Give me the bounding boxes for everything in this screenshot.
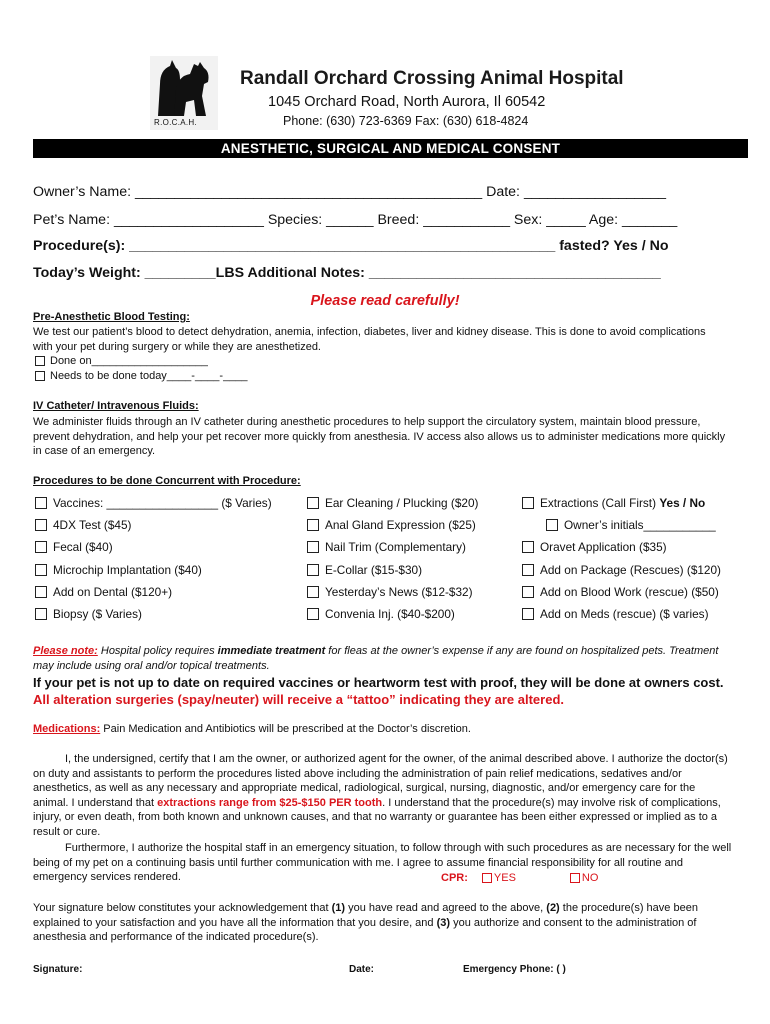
cpr-options bbox=[441, 871, 598, 886]
checkbox[interactable] bbox=[35, 497, 47, 509]
pet-info-field[interactable]: Pet’s Name: ___________________ Species: ______ Breed: ___________ Sex: _____ Age: _______ bbox=[33, 212, 678, 228]
emergency-phone-field[interactable]: Emergency Phone: ( ) bbox=[463, 964, 566, 975]
proc-label: Biopsy ($ Varies) bbox=[53, 607, 142, 621]
proc-label: Anal Gland Expression ($25) bbox=[325, 518, 476, 532]
ack-d: you authorize and consent to the administration of anesthesia and performance of the indicated procedure(s). bbox=[33, 916, 697, 944]
ack-n2: (2) bbox=[546, 902, 560, 914]
checkbox[interactable] bbox=[35, 541, 47, 553]
proc-dental[interactable] bbox=[35, 585, 172, 599]
iv-catheter-title: IV Catheter/ Intravenous Fluids: bbox=[33, 400, 199, 412]
proc-vaccines[interactable] bbox=[35, 496, 272, 510]
proc-oravet[interactable] bbox=[522, 540, 667, 554]
owners-initials[interactable] bbox=[546, 518, 716, 532]
medications-note bbox=[33, 722, 733, 737]
proc-label: Add on Package (Rescues) ($120) bbox=[540, 563, 721, 577]
form-title: ANESTHETIC, SURGICAL AND MEDICAL CONSENT bbox=[33, 139, 748, 158]
blood-needs-checkbox[interactable] bbox=[35, 371, 45, 381]
consent-p2: Furthermore, I authorize the hospital staff in an emergency situation, to follow through with such procedures as are necessary for the well being of my pet on a continuing basis until further communication with me. I agree to assume financial responsibility for all routine and emergency services rendered. bbox=[33, 842, 732, 884]
cpr-no-label: NO bbox=[581, 872, 599, 884]
medications-text: Pain Medication and Antibiotics will be prescribed at the Doctor’s discretion. bbox=[100, 723, 471, 735]
proc-microchip[interactable] bbox=[35, 563, 202, 577]
hospital-phone-fax: Phone: (630) 723-6369 Fax: (630) 618-4824 bbox=[283, 114, 529, 128]
flea-note-bold: immediate treatment bbox=[217, 645, 326, 657]
blood-done-label: Done on___________________ bbox=[50, 355, 208, 367]
proc-4dx-test[interactable] bbox=[35, 518, 131, 532]
checkbox[interactable] bbox=[307, 497, 319, 509]
checkbox[interactable] bbox=[35, 564, 47, 576]
checkbox[interactable] bbox=[522, 564, 534, 576]
blood-testing-title: Pre-Anesthetic Blood Testing: bbox=[33, 311, 190, 323]
weight-notes-field[interactable]: Today’s Weight: _________LBS Additional Notes: _____________________________________ bbox=[33, 265, 661, 281]
proc-label: Add on Dental ($120+) bbox=[53, 585, 173, 599]
proc-add-on-meds[interactable] bbox=[522, 607, 709, 621]
proc-label: E-Collar ($15-$30) bbox=[325, 563, 423, 577]
proc-nail-trim[interactable] bbox=[307, 540, 466, 554]
proc-extractions[interactable] bbox=[522, 496, 705, 510]
proc-label: Oravet Application ($35) bbox=[540, 540, 667, 554]
consent-paragraph-2 bbox=[33, 841, 733, 885]
logo-text: R.O.C.A.H. bbox=[154, 118, 198, 127]
consent-paragraph-1 bbox=[33, 752, 733, 840]
checkbox[interactable] bbox=[522, 608, 534, 620]
blood-needs-option[interactable] bbox=[35, 370, 248, 382]
checkbox[interactable] bbox=[307, 541, 319, 553]
signature-field[interactable]: Signature: bbox=[33, 964, 83, 975]
proc-label: Yesterday’s News ($12-$32) bbox=[325, 585, 473, 599]
cpr-no-checkbox[interactable] bbox=[570, 873, 580, 883]
checkbox[interactable] bbox=[546, 519, 558, 531]
ack-n1: (1) bbox=[331, 902, 346, 914]
cpr-yes-checkbox[interactable] bbox=[482, 873, 492, 883]
proc-convenia[interactable] bbox=[307, 607, 455, 621]
owners-initials-label: Owner’s initials___________ bbox=[564, 518, 716, 532]
acknowledgement-text bbox=[33, 901, 738, 945]
ack-b: you have read and agreed to the above, bbox=[345, 902, 547, 914]
flea-note-b: for fleas at the owner’s expense if any are found on hospitalized pets. Treatment may include using oral and/or topical treatments. bbox=[33, 645, 719, 672]
read-carefully-notice: Please read carefully! bbox=[310, 293, 460, 309]
extractions-price: extractions range from $25-$150 PER tooth bbox=[157, 796, 383, 809]
proc-label: Fecal ($40) bbox=[53, 540, 113, 554]
procedures-title: Procedures to be done Concurrent with Procedure: bbox=[33, 475, 301, 487]
proc-label: Vaccines: _________________ ($ Varies) bbox=[53, 496, 272, 510]
checkbox[interactable] bbox=[307, 586, 319, 598]
checkbox[interactable] bbox=[35, 519, 47, 531]
checkbox[interactable] bbox=[35, 608, 47, 620]
vaccine-note-text: If your pet is not up to date on required vaccines or heartworm test with proof, they will be done at owners cost. bbox=[33, 675, 724, 690]
proc-label: 4DX Test ($45) bbox=[53, 518, 132, 532]
proc-yesterdays-news[interactable] bbox=[307, 585, 473, 599]
hospital-logo bbox=[150, 56, 218, 130]
checkbox[interactable] bbox=[307, 608, 319, 620]
proc-label: Extractions (Call First) bbox=[540, 496, 657, 510]
hospital-name: Randall Orchard Crossing Animal Hospital bbox=[240, 68, 624, 89]
proc-label: Add on Meds (rescue) ($ varies) bbox=[540, 607, 709, 621]
consent-p1-b: . I understand that the procedure(s) may involve risk of complications, injury, or even death, from both known and unknown causes, and that no warranty or guarantee has been either expressed or implied as to a result or cure. bbox=[33, 796, 721, 838]
blood-done-checkbox[interactable] bbox=[35, 356, 45, 366]
blood-needs-label: Needs to be done today____-____-____ bbox=[50, 370, 248, 382]
proc-label: Add on Blood Work (rescue) ($50) bbox=[540, 585, 719, 599]
iv-catheter-text: We administer fluids through an IV catheter during anesthetic procedures to help support the circulatory system, maintain blood pressure, prevent dehydration, and help your pet recover more quickly from anesthesia. IV access also allows us to administer medications more quickly in case of an emergency. bbox=[33, 416, 726, 458]
proc-anal-gland[interactable] bbox=[307, 518, 476, 532]
hospital-address: 1045 Orchard Road, North Aurora, Il 60542 bbox=[268, 94, 546, 110]
checkbox[interactable] bbox=[307, 519, 319, 531]
checkbox[interactable] bbox=[522, 497, 534, 509]
cpr-yes-label: YES bbox=[493, 872, 516, 884]
proc-add-on-blood-work[interactable] bbox=[522, 585, 719, 599]
proc-label: Convenia Inj. ($40-$200) bbox=[325, 607, 455, 621]
proc-e-collar[interactable] bbox=[307, 563, 422, 577]
owner-name-field[interactable]: Owner’s Name: ____________________________________________ Date: __________________ bbox=[33, 184, 666, 200]
alteration-note: All alteration surgeries (spay/neuter) will receive a “tattoo” indicating they are altered. bbox=[33, 691, 564, 707]
blood-done-option[interactable] bbox=[35, 355, 208, 367]
proc-label: Nail Trim (Complementary) bbox=[325, 540, 466, 554]
checkbox[interactable] bbox=[522, 541, 534, 553]
consent-p1-a: I, the undersigned, certify that I am the owner, or authorized agent for the owner, of the animal described above. I authorize the doctor(s) on duty and assistants to perform the procedures listed above including the administration of pain relief medications, sedatives and/or anesthetics, as well as any necessary and appropriate medical, radiological, surgical, nursing, diagnostic, and/or emergency care for the animal. I understand that bbox=[33, 753, 728, 809]
checkbox[interactable] bbox=[35, 586, 47, 598]
vaccine-note bbox=[33, 675, 738, 708]
proc-biopsy[interactable] bbox=[35, 607, 142, 621]
proc-fecal[interactable] bbox=[35, 540, 113, 554]
ack-a: Your signature below constitutes your acknowledgement that bbox=[33, 902, 332, 914]
flea-note-a: Hospital policy requires bbox=[97, 645, 218, 657]
date-field[interactable]: Date: bbox=[349, 964, 375, 975]
checkbox[interactable] bbox=[522, 586, 534, 598]
checkbox[interactable] bbox=[307, 564, 319, 576]
extractions-yes-no: Yes / No bbox=[659, 496, 706, 510]
flea-note bbox=[33, 644, 733, 674]
ack-c: the procedure(s) have been explained to your satisfaction and you have all the information that you desire, and bbox=[33, 902, 698, 929]
medications-label: Medications: bbox=[33, 723, 101, 735]
proc-add-on-package[interactable] bbox=[522, 563, 721, 577]
proc-ear-cleaning[interactable] bbox=[307, 496, 478, 510]
please-note-label: Please note: bbox=[33, 645, 98, 657]
blood-testing-text: We test our patient’s blood to detect dehydration, anemia, infection, diabetes, liver and kidney disease. This is done to avoid complications with your pet during surgery or while they are anesthetized. bbox=[33, 326, 706, 353]
cpr-label: CPR: bbox=[441, 872, 468, 884]
dog-cat-silhouette-icon bbox=[150, 56, 218, 118]
proc-label: Microchip Implantation ($40) bbox=[53, 563, 202, 577]
procedure-field[interactable]: Procedure(s): ______________________________________________________ fasted? Yes / No bbox=[33, 238, 669, 254]
ack-n3: (3) bbox=[436, 916, 451, 929]
proc-label: Ear Cleaning / Plucking ($20) bbox=[325, 496, 479, 510]
